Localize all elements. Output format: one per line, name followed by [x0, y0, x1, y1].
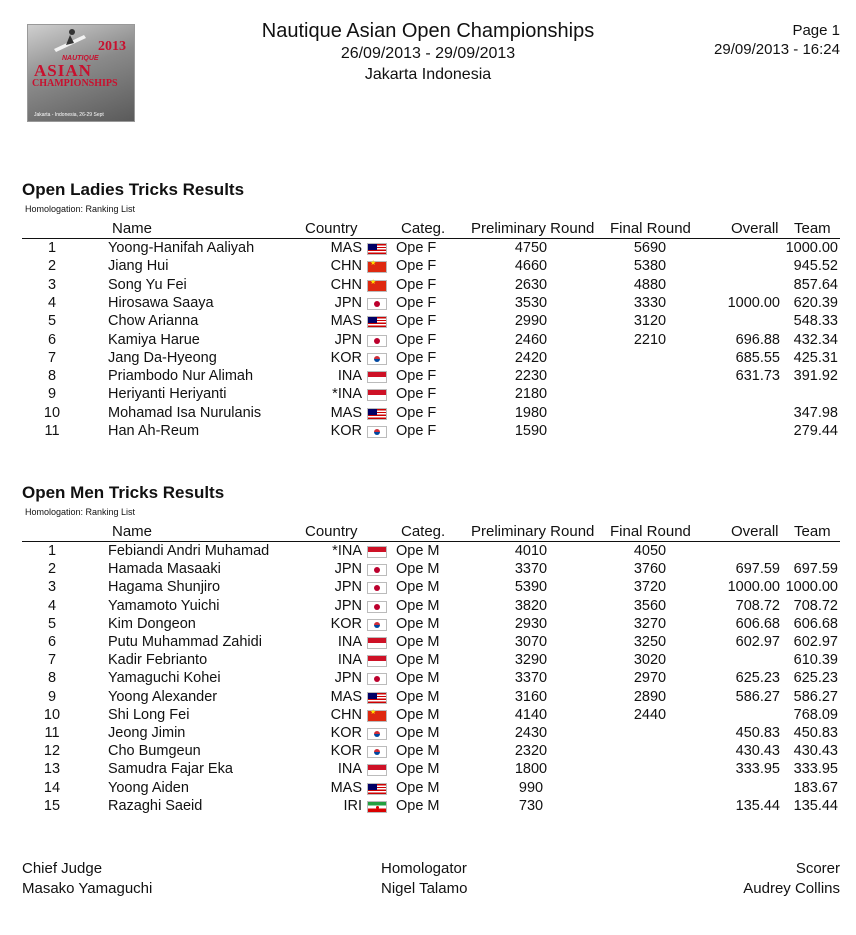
logo-brand: NAUTIQUE: [62, 55, 99, 62]
name-cell: Kim Dongeon: [108, 615, 196, 632]
category-cell: Ope F: [396, 313, 437, 330]
homologator-name: Nigel Talamo: [381, 880, 468, 897]
flag-ina-icon: [367, 389, 387, 401]
country-cell: JPN: [334, 670, 362, 687]
team-score-cell: 606.68: [793, 615, 838, 632]
flag-jpn-icon: [367, 673, 387, 685]
name-cell: Heriyanti Heriyanti: [108, 386, 227, 403]
rank-cell: 2: [47, 561, 57, 578]
preliminary-score-cell: 1590: [514, 423, 548, 439]
table-row: [0, 561, 856, 579]
category-cell: Ope M: [396, 743, 440, 760]
final-score-cell: 3720: [633, 579, 667, 596]
rank-cell: 8: [47, 368, 57, 385]
event-title: Nautique Asian Open Championships: [261, 20, 595, 42]
team-score-cell: 610.39: [793, 652, 838, 669]
col-name: Name: [112, 220, 153, 237]
overall-score-cell: 135.44: [735, 797, 780, 814]
country-cell: CHN: [330, 276, 362, 293]
preliminary-score-cell: 3160: [514, 688, 548, 705]
final-score-cell: 3330: [633, 294, 667, 311]
flag-iri-icon: [367, 801, 387, 813]
country-cell: JPN: [334, 331, 362, 348]
preliminary-score-cell: 3530: [514, 294, 548, 311]
overall-score-cell: 430.43: [735, 743, 780, 760]
category-cell: Ope M: [396, 652, 440, 669]
flag-mas-icon: [367, 692, 387, 704]
name-cell: Yoong Aiden: [108, 779, 189, 796]
col-categ: Categ.: [401, 523, 446, 540]
final-score-cell: 3270: [633, 615, 667, 632]
overall-score-cell: 602.97: [735, 634, 780, 650]
table-row: [0, 423, 856, 441]
country-cell: JPN: [334, 579, 362, 596]
team-score-cell: 391.92: [793, 368, 838, 385]
team-score-cell: 1000.00: [785, 240, 838, 256]
country-cell: INA: [337, 652, 362, 669]
name-cell: Kadir Febrianto: [108, 652, 208, 669]
preliminary-score-cell: 3370: [514, 561, 548, 578]
country-cell: JPN: [334, 561, 362, 578]
table-row: [0, 277, 856, 295]
final-score-cell: 2890: [633, 688, 667, 705]
category-cell: Ope F: [396, 276, 437, 293]
logo-place: Jakarta - Indonesia, 26-29 Sept: [34, 112, 104, 118]
name-cell: Mohamad Isa Nurulanis: [108, 404, 262, 421]
name-cell: Shi Long Fei: [108, 706, 190, 723]
chief-judge-label: Chief Judge: [22, 860, 103, 877]
country-cell: MAS: [330, 404, 362, 421]
rank-cell: 9: [47, 688, 57, 705]
flag-mas-icon: [367, 243, 387, 255]
name-cell: Yamaguchi Kohei: [108, 670, 221, 687]
men-section-title: Open Men Tricks Results: [22, 483, 225, 502]
flag-ina-icon: [367, 546, 387, 558]
team-score-cell: 450.83: [793, 725, 838, 741]
rank-cell: 1: [47, 543, 57, 559]
category-cell: Ope M: [396, 597, 440, 614]
preliminary-score-cell: 2230: [514, 368, 548, 385]
final-score-cell: 3760: [633, 561, 667, 578]
flag-jpn-icon: [367, 564, 387, 576]
overall-score-cell: 625.23: [735, 670, 780, 687]
preliminary-score-cell: 2990: [514, 313, 548, 330]
col-prelim: Preliminary Round: [471, 523, 595, 540]
homologator-label: Homologator: [381, 860, 467, 877]
rank-cell: 7: [47, 349, 57, 366]
overall-score-cell: 1000.00: [727, 579, 780, 596]
category-cell: Ope M: [396, 797, 440, 814]
name-cell: Hamada Masaaki: [108, 561, 221, 578]
final-score-cell: 2970: [633, 670, 667, 687]
team-score-cell: 768.09: [793, 706, 838, 723]
preliminary-score-cell: 2430: [514, 725, 548, 741]
team-score-cell: 945.52: [793, 258, 838, 275]
category-cell: Ope F: [396, 258, 437, 275]
print-timestamp: 29/09/2013 - 16:24: [714, 41, 840, 58]
overall-score-cell: 450.83: [735, 725, 780, 741]
final-score-cell: 2210: [633, 331, 667, 348]
name-cell: Febiandi Andri Muhamad: [108, 543, 270, 559]
rank-cell: 11: [44, 725, 60, 741]
col-final: Final Round: [610, 220, 691, 237]
flag-mas-icon: [367, 783, 387, 795]
team-score-cell: 432.34: [793, 331, 838, 348]
country-cell: INA: [337, 761, 362, 778]
rank-cell: 1: [47, 240, 57, 256]
category-cell: Ope F: [396, 368, 437, 385]
preliminary-score-cell: 3370: [514, 670, 548, 687]
category-cell: Ope F: [396, 240, 437, 256]
rank-cell: 3: [47, 276, 57, 293]
final-score-cell: 3560: [633, 597, 667, 614]
country-cell: *INA: [332, 543, 362, 559]
preliminary-score-cell: 730: [518, 797, 544, 814]
ladies-header-rule: [22, 238, 840, 239]
col-prelim: Preliminary Round: [471, 220, 595, 237]
country-cell: INA: [337, 368, 362, 385]
category-cell: Ope F: [396, 386, 437, 403]
chief-judge-name: Masako Yamaguchi: [22, 880, 153, 897]
country-cell: MAS: [330, 313, 362, 330]
men-homologation: Homologation: Ranking List: [25, 507, 136, 517]
col-final: Final Round: [610, 523, 691, 540]
flag-ina-icon: [367, 637, 387, 649]
rank-cell: 4: [47, 597, 57, 614]
category-cell: Ope M: [396, 543, 440, 559]
table-row: [0, 652, 856, 670]
flag-mas-icon: [367, 408, 387, 420]
category-cell: Ope M: [396, 725, 440, 741]
final-score-cell: 2440: [633, 706, 667, 723]
country-cell: KOR: [330, 725, 362, 741]
flag-kor-icon: [367, 728, 387, 740]
overall-score-cell: 708.72: [735, 597, 780, 614]
logo-asian: ASIAN: [34, 61, 92, 80]
rank-cell: 2: [47, 258, 57, 275]
col-name: Name: [112, 523, 153, 540]
name-cell: Samudra Fajar Eka: [108, 761, 233, 778]
table-row: [0, 405, 856, 423]
overall-score-cell: 333.95: [735, 761, 780, 778]
team-score-cell: 625.23: [793, 670, 838, 687]
table-row: [0, 295, 856, 313]
team-score-cell: 279.44: [793, 423, 838, 439]
preliminary-score-cell: 2420: [514, 349, 548, 366]
flag-jpn-icon: [367, 298, 387, 310]
rank-cell: 7: [47, 652, 57, 669]
country-cell: KOR: [330, 349, 362, 366]
final-score-cell: 3250: [633, 634, 667, 650]
flag-kor-icon: [367, 353, 387, 365]
team-score-cell: 430.43: [793, 743, 838, 760]
table-row: [0, 350, 856, 368]
preliminary-score-cell: 1980: [514, 404, 548, 421]
category-cell: Ope F: [396, 423, 437, 439]
table-row: [0, 634, 856, 652]
country-cell: JPN: [334, 597, 362, 614]
men-header-rule: [22, 541, 840, 542]
logo-championships: CHAMPIONSHIPS: [32, 78, 118, 89]
name-cell: Kamiya Harue: [108, 331, 200, 348]
final-score-cell: 4880: [633, 276, 667, 293]
overall-score-cell: 586.27: [735, 688, 780, 705]
rank-cell: 5: [47, 313, 57, 330]
overall-score-cell: 697.59: [735, 561, 780, 578]
overall-score-cell: 685.55: [735, 349, 780, 366]
category-cell: Ope F: [396, 331, 437, 348]
table-row: [0, 543, 856, 561]
country-cell: KOR: [330, 423, 362, 439]
rank-cell: 8: [47, 670, 57, 687]
country-cell: MAS: [330, 240, 362, 256]
preliminary-score-cell: 990: [518, 779, 544, 796]
preliminary-score-cell: 3070: [514, 634, 548, 650]
ladies-homologation: Homologation: Ranking List: [25, 204, 136, 214]
preliminary-score-cell: 4750: [514, 240, 548, 256]
country-cell: IRI: [343, 797, 362, 814]
country-cell: *INA: [332, 386, 362, 403]
flag-chn-icon: [367, 710, 387, 722]
country-cell: KOR: [330, 743, 362, 760]
table-row: [0, 707, 856, 725]
table-row: [0, 689, 856, 707]
col-country: Country: [305, 220, 358, 237]
flag-jpn-icon: [367, 335, 387, 347]
table-row: [0, 780, 856, 798]
name-cell: Song Yu Fei: [108, 276, 187, 293]
rank-cell: 14: [43, 779, 61, 796]
preliminary-score-cell: 2930: [514, 615, 548, 632]
flag-mas-icon: [367, 316, 387, 328]
preliminary-score-cell: 4660: [514, 258, 548, 275]
table-row: [0, 670, 856, 688]
team-score-cell: 697.59: [793, 561, 838, 578]
overall-score-cell: 606.68: [735, 615, 780, 632]
country-cell: MAS: [330, 688, 362, 705]
name-cell: Han Ah-Reum: [108, 423, 200, 439]
rank-cell: 5: [47, 615, 57, 632]
team-score-cell: 602.97: [793, 634, 838, 650]
table-row: [0, 598, 856, 616]
col-team: Team: [794, 523, 831, 540]
ladies-section-title: Open Ladies Tricks Results: [22, 180, 245, 199]
country-cell: JPN: [334, 294, 362, 311]
overall-score-cell: 631.73: [735, 368, 780, 385]
table-row: [0, 579, 856, 597]
name-cell: Yamamoto Yuichi: [108, 597, 220, 614]
table-row: [0, 240, 856, 258]
overall-score-cell: 1000.00: [727, 294, 780, 311]
rank-cell: 3: [47, 579, 57, 596]
table-row: [0, 332, 856, 350]
preliminary-score-cell: 2460: [514, 331, 548, 348]
flag-ina-icon: [367, 764, 387, 776]
name-cell: Cho Bumgeun: [108, 743, 201, 760]
flag-jpn-icon: [367, 601, 387, 613]
col-overall: Overall: [731, 220, 779, 237]
category-cell: Ope M: [396, 579, 440, 596]
preliminary-score-cell: 4140: [514, 706, 548, 723]
category-cell: Ope F: [396, 294, 437, 311]
table-row: [0, 258, 856, 276]
event-dates: 26/09/2013 - 29/09/2013: [340, 45, 516, 62]
table-row: [0, 743, 856, 761]
category-cell: Ope M: [396, 561, 440, 578]
name-cell: Yoong Alexander: [108, 688, 218, 705]
final-score-cell: 5690: [633, 240, 667, 256]
table-row: [0, 725, 856, 743]
team-score-cell: 347.98: [793, 404, 838, 421]
name-cell: Chow Arianna: [108, 313, 199, 330]
table-row: [0, 616, 856, 634]
final-score-cell: 3120: [633, 313, 667, 330]
final-score-cell: 4050: [633, 543, 667, 559]
rank-cell: 6: [47, 634, 57, 650]
rank-cell: 11: [44, 423, 60, 439]
name-cell: Priambodo Nur Alimah: [108, 368, 254, 385]
preliminary-score-cell: 5390: [514, 579, 548, 596]
team-score-cell: 708.72: [793, 597, 838, 614]
flag-chn-icon: [367, 280, 387, 292]
category-cell: Ope M: [396, 779, 440, 796]
name-cell: Razaghi Saeid: [108, 797, 203, 814]
rank-cell: 12: [43, 743, 61, 760]
preliminary-score-cell: 4010: [514, 543, 548, 559]
col-country: Country: [305, 523, 358, 540]
scorer-label: Scorer: [795, 860, 840, 877]
flag-jpn-icon: [367, 582, 387, 594]
team-score-cell: 548.33: [793, 313, 838, 330]
country-cell: CHN: [330, 258, 362, 275]
table-row: [0, 798, 856, 816]
logo-year: 2013: [98, 39, 126, 54]
category-cell: Ope M: [396, 761, 440, 778]
flag-ina-icon: [367, 371, 387, 383]
rank-cell: 13: [43, 761, 61, 778]
rank-cell: 4: [47, 294, 57, 311]
preliminary-score-cell: 3820: [514, 597, 548, 614]
name-cell: Hirosawa Saaya: [108, 294, 214, 311]
preliminary-score-cell: 2320: [514, 743, 548, 760]
team-score-cell: 1000.00: [785, 579, 838, 596]
championship-logo: [27, 24, 135, 122]
final-score-cell: 5380: [633, 258, 667, 275]
final-score-cell: 3020: [633, 652, 667, 669]
flag-kor-icon: [367, 746, 387, 758]
flag-kor-icon: [367, 619, 387, 631]
col-overall: Overall: [731, 523, 779, 540]
wakeboarder-icon: [50, 27, 90, 55]
team-score-cell: 183.67: [793, 779, 838, 796]
name-cell: Hagama Shunjiro: [108, 579, 221, 596]
country-cell: CHN: [330, 706, 362, 723]
table-row: [0, 313, 856, 331]
category-cell: Ope M: [396, 615, 440, 632]
rank-cell: 10: [43, 706, 61, 723]
category-cell: Ope M: [396, 688, 440, 705]
col-categ: Categ.: [401, 220, 446, 237]
country-cell: MAS: [330, 779, 362, 796]
team-score-cell: 857.64: [793, 276, 838, 293]
preliminary-score-cell: 1800: [514, 761, 548, 778]
name-cell: Putu Muhammad Zahidi: [108, 634, 262, 650]
rank-cell: 9: [47, 386, 57, 403]
team-score-cell: 620.39: [793, 294, 838, 311]
team-score-cell: 333.95: [793, 761, 838, 778]
flag-ina-icon: [367, 655, 387, 667]
name-cell: Jiang Hui: [108, 258, 169, 275]
table-row: [0, 368, 856, 386]
category-cell: Ope M: [396, 634, 440, 650]
team-score-cell: 425.31: [793, 349, 838, 366]
page-number: Page 1: [792, 22, 840, 39]
preliminary-score-cell: 2630: [514, 276, 548, 293]
country-cell: INA: [337, 634, 362, 650]
flag-chn-icon: [367, 261, 387, 273]
flag-kor-icon: [367, 426, 387, 438]
rank-cell: 10: [43, 404, 61, 421]
overall-score-cell: 696.88: [735, 331, 780, 348]
name-cell: Yoong-Hanifah Aaliyah: [108, 240, 255, 256]
preliminary-score-cell: 2180: [514, 386, 548, 403]
col-team: Team: [794, 220, 831, 237]
rank-cell: 15: [43, 797, 61, 814]
country-cell: KOR: [330, 615, 362, 632]
category-cell: Ope M: [396, 670, 440, 687]
scorer-name: Audrey Collins: [743, 880, 840, 897]
table-row: [0, 386, 856, 404]
category-cell: Ope M: [396, 706, 440, 723]
table-row: [0, 761, 856, 779]
name-cell: Jeong Jimin: [108, 725, 186, 741]
team-score-cell: 586.27: [793, 688, 838, 705]
rank-cell: 6: [47, 331, 57, 348]
event-location: Jakarta Indonesia: [364, 66, 492, 83]
category-cell: Ope F: [396, 404, 437, 421]
name-cell: Jang Da-Hyeong: [108, 349, 217, 366]
category-cell: Ope F: [396, 349, 437, 366]
preliminary-score-cell: 3290: [514, 652, 548, 669]
team-score-cell: 135.44: [793, 797, 838, 814]
